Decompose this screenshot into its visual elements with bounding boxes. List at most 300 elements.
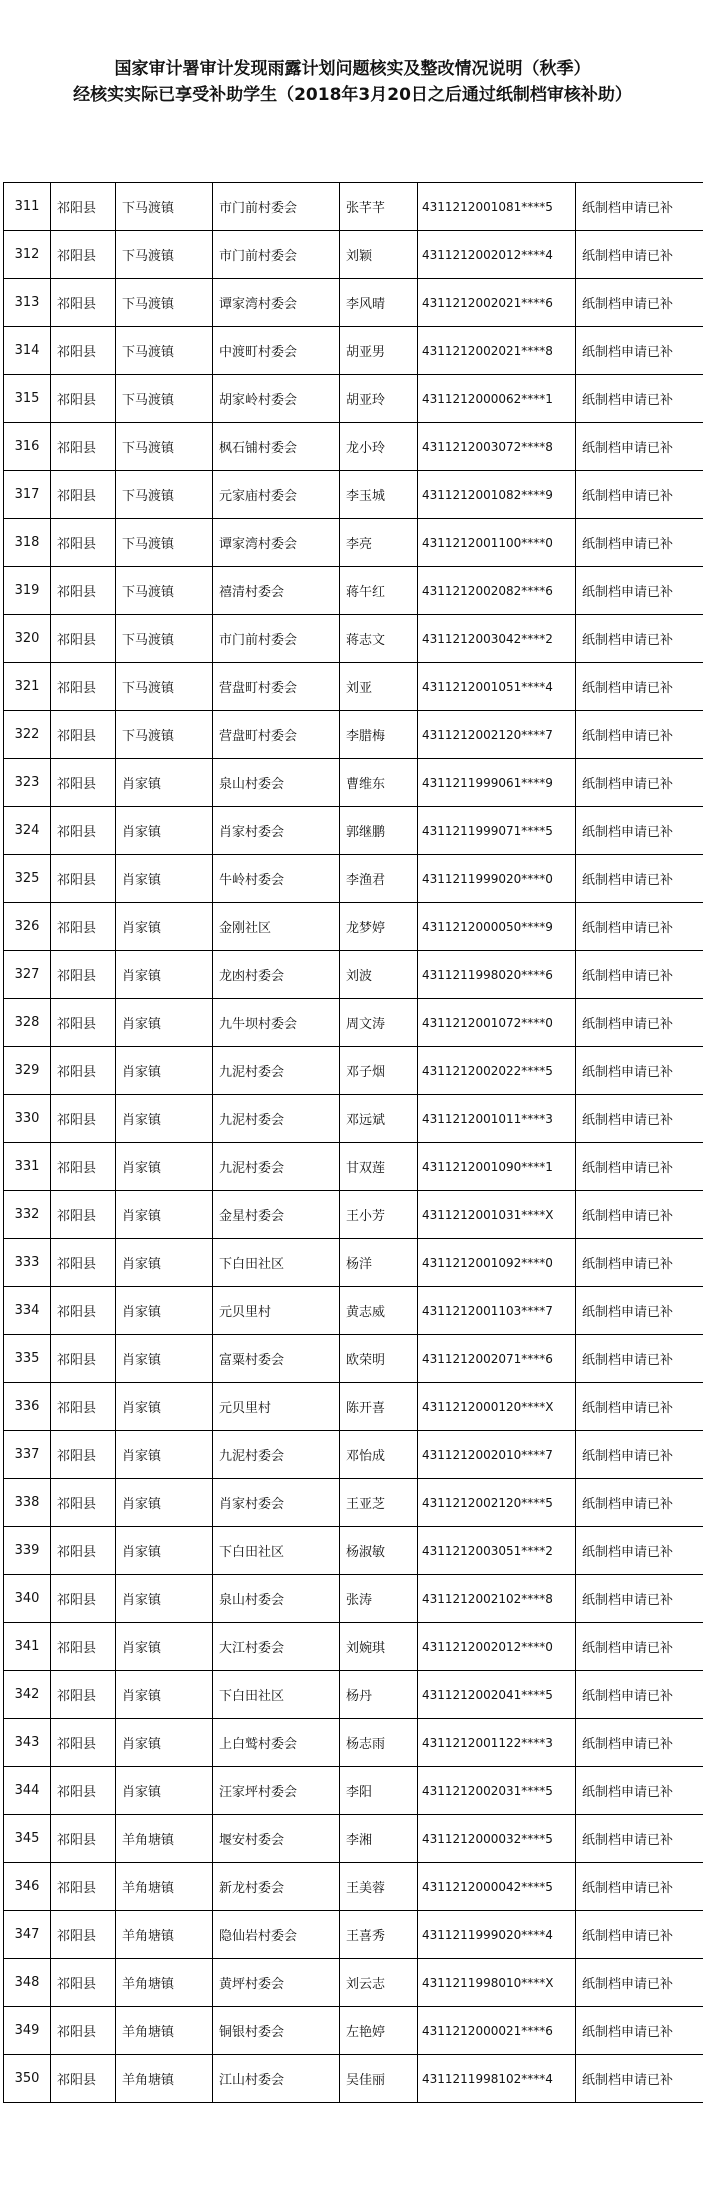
county-cell: 祁阳县 bbox=[51, 423, 116, 471]
id-number-cell: 4311212001103****7 bbox=[418, 1287, 576, 1335]
id-number-cell: 4311212001092****0 bbox=[418, 1239, 576, 1287]
county-cell: 祁阳县 bbox=[51, 1527, 116, 1575]
town-cell: 肖家镇 bbox=[116, 1191, 213, 1239]
village-cell: 下白田社区 bbox=[213, 1527, 340, 1575]
town-cell: 下马渡镇 bbox=[116, 471, 213, 519]
county-cell: 祁阳县 bbox=[51, 1143, 116, 1191]
student-name-cell: 陈开喜 bbox=[340, 1383, 418, 1431]
id-number-cell: 4311212001082****9 bbox=[418, 471, 576, 519]
table-row bbox=[4, 471, 704, 519]
table-row bbox=[4, 375, 704, 423]
town-cell: 肖家镇 bbox=[116, 1095, 213, 1143]
town-cell: 下马渡镇 bbox=[116, 615, 213, 663]
county-cell: 祁阳县 bbox=[51, 2055, 116, 2103]
village-cell: 谭家湾村委会 bbox=[213, 519, 340, 567]
status-cell: 纸制档申请已补 bbox=[576, 519, 704, 567]
id-number-cell: 4311212001072****0 bbox=[418, 999, 576, 1047]
county-cell: 祁阳县 bbox=[51, 903, 116, 951]
row-number: 339 bbox=[4, 1527, 51, 1575]
town-cell: 下马渡镇 bbox=[116, 327, 213, 375]
id-number-cell: 4311212002010****7 bbox=[418, 1431, 576, 1479]
county-cell: 祁阳县 bbox=[51, 1047, 116, 1095]
student-name-cell: 王亚芝 bbox=[340, 1479, 418, 1527]
student-name-cell: 甘双莲 bbox=[340, 1143, 418, 1191]
village-cell: 九泥村委会 bbox=[213, 1095, 340, 1143]
table-row bbox=[4, 711, 704, 759]
table-row bbox=[4, 1143, 704, 1191]
status-cell: 纸制档申请已补 bbox=[576, 1191, 704, 1239]
student-name-cell: 龙小玲 bbox=[340, 423, 418, 471]
status-cell: 纸制档申请已补 bbox=[576, 375, 704, 423]
id-number-cell: 4311211998020****6 bbox=[418, 951, 576, 999]
row-number: 322 bbox=[4, 711, 51, 759]
town-cell: 肖家镇 bbox=[116, 1287, 213, 1335]
town-cell: 肖家镇 bbox=[116, 807, 213, 855]
status-cell: 纸制档申请已补 bbox=[576, 999, 704, 1047]
row-number: 334 bbox=[4, 1287, 51, 1335]
id-number-cell: 4311211998102****4 bbox=[418, 2055, 576, 2103]
status-cell: 纸制档申请已补 bbox=[576, 279, 704, 327]
id-number-cell: 4311212001031****X bbox=[418, 1191, 576, 1239]
town-cell: 肖家镇 bbox=[116, 855, 213, 903]
town-cell: 肖家镇 bbox=[116, 759, 213, 807]
row-number: 331 bbox=[4, 1143, 51, 1191]
village-cell: 元贝里村 bbox=[213, 1383, 340, 1431]
county-cell: 祁阳县 bbox=[51, 327, 116, 375]
town-cell: 羊角塘镇 bbox=[116, 1815, 213, 1863]
county-cell: 祁阳县 bbox=[51, 1239, 116, 1287]
row-number: 338 bbox=[4, 1479, 51, 1527]
county-cell: 祁阳县 bbox=[51, 711, 116, 759]
student-name-cell: 吴佳丽 bbox=[340, 2055, 418, 2103]
county-cell: 祁阳县 bbox=[51, 1959, 116, 2007]
student-name-cell: 李湘 bbox=[340, 1815, 418, 1863]
county-cell: 祁阳县 bbox=[51, 951, 116, 999]
town-cell: 肖家镇 bbox=[116, 1479, 213, 1527]
id-number-cell: 4311212002021****8 bbox=[418, 327, 576, 375]
town-cell: 肖家镇 bbox=[116, 951, 213, 999]
status-cell: 纸制档申请已补 bbox=[576, 615, 704, 663]
table-row bbox=[4, 2055, 704, 2103]
status-cell: 纸制档申请已补 bbox=[576, 903, 704, 951]
table-row bbox=[4, 1047, 704, 1095]
town-cell: 下马渡镇 bbox=[116, 567, 213, 615]
row-number: 318 bbox=[4, 519, 51, 567]
village-cell: 龙凼村委会 bbox=[213, 951, 340, 999]
table-row bbox=[4, 567, 704, 615]
village-cell: 营盘町村委会 bbox=[213, 663, 340, 711]
county-cell: 祁阳县 bbox=[51, 1911, 116, 1959]
status-cell: 纸制档申请已补 bbox=[576, 855, 704, 903]
student-name-cell: 杨丹 bbox=[340, 1671, 418, 1719]
status-cell: 纸制档申请已补 bbox=[576, 759, 704, 807]
village-cell: 大江村委会 bbox=[213, 1623, 340, 1671]
status-cell: 纸制档申请已补 bbox=[576, 1719, 704, 1767]
village-cell: 市门前村委会 bbox=[213, 615, 340, 663]
student-name-cell: 李亮 bbox=[340, 519, 418, 567]
student-name-cell: 龙梦婷 bbox=[340, 903, 418, 951]
table-row bbox=[4, 1431, 704, 1479]
student-name-cell: 王美蓉 bbox=[340, 1863, 418, 1911]
id-number-cell: 4311212000050****9 bbox=[418, 903, 576, 951]
status-cell: 纸制档申请已补 bbox=[576, 1575, 704, 1623]
row-number: 323 bbox=[4, 759, 51, 807]
id-number-cell: 4311212002120****5 bbox=[418, 1479, 576, 1527]
county-cell: 祁阳县 bbox=[51, 1719, 116, 1767]
town-cell: 肖家镇 bbox=[116, 1143, 213, 1191]
student-table bbox=[3, 182, 703, 2103]
village-cell: 元家庙村委会 bbox=[213, 471, 340, 519]
town-cell: 肖家镇 bbox=[116, 1719, 213, 1767]
status-cell: 纸制档申请已补 bbox=[576, 1335, 704, 1383]
village-cell: 铜银村委会 bbox=[213, 2007, 340, 2055]
table-row bbox=[4, 999, 704, 1047]
document-title: 国家审计署审计发现雨露计划问题核实及整改情况说明（秋季） bbox=[114, 59, 591, 79]
student-name-cell: 杨淑敏 bbox=[340, 1527, 418, 1575]
table-row bbox=[4, 1767, 704, 1815]
town-cell: 肖家镇 bbox=[116, 1383, 213, 1431]
row-number: 317 bbox=[4, 471, 51, 519]
county-cell: 祁阳县 bbox=[51, 279, 116, 327]
id-number-cell: 4311212001011****3 bbox=[418, 1095, 576, 1143]
table-row bbox=[4, 1527, 704, 1575]
village-cell: 肖家村委会 bbox=[213, 1479, 340, 1527]
table-row bbox=[4, 1719, 704, 1767]
student-name-cell: 邓远斌 bbox=[340, 1095, 418, 1143]
village-cell: 江山村委会 bbox=[213, 2055, 340, 2103]
county-cell: 祁阳县 bbox=[51, 1623, 116, 1671]
town-cell: 肖家镇 bbox=[116, 1575, 213, 1623]
student-name-cell: 杨志雨 bbox=[340, 1719, 418, 1767]
status-cell: 纸制档申请已补 bbox=[576, 1815, 704, 1863]
row-number: 314 bbox=[4, 327, 51, 375]
id-number-cell: 4311212002082****6 bbox=[418, 567, 576, 615]
table-row bbox=[4, 951, 704, 999]
id-number-cell: 4311212002021****6 bbox=[418, 279, 576, 327]
id-number-cell: 4311211998010****X bbox=[418, 1959, 576, 2007]
town-cell: 肖家镇 bbox=[116, 1431, 213, 1479]
id-number-cell: 4311212001090****1 bbox=[418, 1143, 576, 1191]
town-cell: 羊角塘镇 bbox=[116, 1959, 213, 2007]
village-cell: 金刚社区 bbox=[213, 903, 340, 951]
row-number: 326 bbox=[4, 903, 51, 951]
row-number: 341 bbox=[4, 1623, 51, 1671]
town-cell: 肖家镇 bbox=[116, 1671, 213, 1719]
document-subtitle: 经核实实际已享受补助学生（2018年3月20日之后通过纸制档审核补助） bbox=[73, 85, 632, 105]
table-row bbox=[4, 1479, 704, 1527]
status-cell: 纸制档申请已补 bbox=[576, 1623, 704, 1671]
town-cell: 肖家镇 bbox=[116, 1335, 213, 1383]
status-cell: 纸制档申请已补 bbox=[576, 1239, 704, 1287]
table-row bbox=[4, 231, 704, 279]
student-name-cell: 杨洋 bbox=[340, 1239, 418, 1287]
table-row bbox=[4, 663, 704, 711]
row-number: 342 bbox=[4, 1671, 51, 1719]
student-name-cell: 刘婉琪 bbox=[340, 1623, 418, 1671]
id-number-cell: 4311212002012****4 bbox=[418, 231, 576, 279]
status-cell: 纸制档申请已补 bbox=[576, 2055, 704, 2103]
status-cell: 纸制档申请已补 bbox=[576, 1143, 704, 1191]
county-cell: 祁阳县 bbox=[51, 1479, 116, 1527]
id-number-cell: 4311211999061****9 bbox=[418, 759, 576, 807]
status-cell: 纸制档申请已补 bbox=[576, 1479, 704, 1527]
row-number: 346 bbox=[4, 1863, 51, 1911]
village-cell: 九牛坝村委会 bbox=[213, 999, 340, 1047]
id-number-cell: 4311212002012****0 bbox=[418, 1623, 576, 1671]
student-name-cell: 张涛 bbox=[340, 1575, 418, 1623]
student-name-cell: 刘亚 bbox=[340, 663, 418, 711]
village-cell: 泉山村委会 bbox=[213, 1575, 340, 1623]
student-name-cell: 刘颖 bbox=[340, 231, 418, 279]
table-row bbox=[4, 2007, 704, 2055]
status-cell: 纸制档申请已补 bbox=[576, 1095, 704, 1143]
town-cell: 下马渡镇 bbox=[116, 279, 213, 327]
village-cell: 牛岭村委会 bbox=[213, 855, 340, 903]
student-name-cell: 李风晴 bbox=[340, 279, 418, 327]
row-number: 312 bbox=[4, 231, 51, 279]
student-name-cell: 刘云志 bbox=[340, 1959, 418, 2007]
table-row bbox=[4, 327, 704, 375]
table-row bbox=[4, 903, 704, 951]
table-row bbox=[4, 807, 704, 855]
table-row bbox=[4, 1671, 704, 1719]
town-cell: 下马渡镇 bbox=[116, 519, 213, 567]
status-cell: 纸制档申请已补 bbox=[576, 1671, 704, 1719]
id-number-cell: 4311212001100****0 bbox=[418, 519, 576, 567]
row-number: 315 bbox=[4, 375, 51, 423]
village-cell: 富粟村委会 bbox=[213, 1335, 340, 1383]
student-name-cell: 邓怡成 bbox=[340, 1431, 418, 1479]
id-number-cell: 4311212002041****5 bbox=[418, 1671, 576, 1719]
row-number: 324 bbox=[4, 807, 51, 855]
row-number: 345 bbox=[4, 1815, 51, 1863]
county-cell: 祁阳县 bbox=[51, 2007, 116, 2055]
county-cell: 祁阳县 bbox=[51, 1863, 116, 1911]
id-number-cell: 4311212000032****5 bbox=[418, 1815, 576, 1863]
county-cell: 祁阳县 bbox=[51, 1671, 116, 1719]
village-cell: 胡家岭村委会 bbox=[213, 375, 340, 423]
student-name-cell: 胡亚玲 bbox=[340, 375, 418, 423]
student-name-cell: 王喜秀 bbox=[340, 1911, 418, 1959]
county-cell: 祁阳县 bbox=[51, 1815, 116, 1863]
student-name-cell: 欧荣明 bbox=[340, 1335, 418, 1383]
county-cell: 祁阳县 bbox=[51, 663, 116, 711]
table-row bbox=[4, 615, 704, 663]
row-number: 316 bbox=[4, 423, 51, 471]
row-number: 347 bbox=[4, 1911, 51, 1959]
village-cell: 隐仙岩村委会 bbox=[213, 1911, 340, 1959]
town-cell: 下马渡镇 bbox=[116, 375, 213, 423]
row-number: 340 bbox=[4, 1575, 51, 1623]
row-number: 313 bbox=[4, 279, 51, 327]
id-number-cell: 4311212002031****5 bbox=[418, 1767, 576, 1815]
county-cell: 祁阳县 bbox=[51, 1767, 116, 1815]
status-cell: 纸制档申请已补 bbox=[576, 1287, 704, 1335]
village-cell: 市门前村委会 bbox=[213, 231, 340, 279]
village-cell: 上白鹫村委会 bbox=[213, 1719, 340, 1767]
id-number-cell: 4311212002022****5 bbox=[418, 1047, 576, 1095]
status-cell: 纸制档申请已补 bbox=[576, 1527, 704, 1575]
row-number: 319 bbox=[4, 567, 51, 615]
table-row bbox=[4, 1239, 704, 1287]
row-number: 333 bbox=[4, 1239, 51, 1287]
town-cell: 肖家镇 bbox=[116, 999, 213, 1047]
table-row bbox=[4, 279, 704, 327]
town-cell: 下马渡镇 bbox=[116, 663, 213, 711]
student-name-cell: 周文涛 bbox=[340, 999, 418, 1047]
student-name-cell: 李玉城 bbox=[340, 471, 418, 519]
row-number: 332 bbox=[4, 1191, 51, 1239]
student-name-cell: 蒋志文 bbox=[340, 615, 418, 663]
village-cell: 元贝里村 bbox=[213, 1287, 340, 1335]
county-cell: 祁阳县 bbox=[51, 1095, 116, 1143]
status-cell: 纸制档申请已补 bbox=[576, 951, 704, 999]
county-cell: 祁阳县 bbox=[51, 471, 116, 519]
table-row bbox=[4, 1911, 704, 1959]
county-cell: 祁阳县 bbox=[51, 1191, 116, 1239]
status-cell: 纸制档申请已补 bbox=[576, 807, 704, 855]
village-cell: 肖家村委会 bbox=[213, 807, 340, 855]
id-number-cell: 4311211999020****4 bbox=[418, 1911, 576, 1959]
status-cell: 纸制档申请已补 bbox=[576, 423, 704, 471]
county-cell: 祁阳县 bbox=[51, 759, 116, 807]
town-cell: 羊角塘镇 bbox=[116, 1863, 213, 1911]
student-name-cell: 曹维东 bbox=[340, 759, 418, 807]
county-cell: 祁阳县 bbox=[51, 855, 116, 903]
student-name-cell: 黄志威 bbox=[340, 1287, 418, 1335]
county-cell: 祁阳县 bbox=[51, 375, 116, 423]
status-cell: 纸制档申请已补 bbox=[576, 2007, 704, 2055]
village-cell: 九泥村委会 bbox=[213, 1431, 340, 1479]
table-row bbox=[4, 1095, 704, 1143]
county-cell: 祁阳县 bbox=[51, 1575, 116, 1623]
county-cell: 祁阳县 bbox=[51, 1431, 116, 1479]
student-name-cell: 李腊梅 bbox=[340, 711, 418, 759]
village-cell: 下白田社区 bbox=[213, 1239, 340, 1287]
id-number-cell: 4311212002120****7 bbox=[418, 711, 576, 759]
row-number: 335 bbox=[4, 1335, 51, 1383]
student-name-cell: 蒋午红 bbox=[340, 567, 418, 615]
id-number-cell: 4311211999020****0 bbox=[418, 855, 576, 903]
status-cell: 纸制档申请已补 bbox=[576, 1383, 704, 1431]
town-cell: 羊角塘镇 bbox=[116, 2055, 213, 2103]
student-name-cell: 李阳 bbox=[340, 1767, 418, 1815]
row-number: 344 bbox=[4, 1767, 51, 1815]
status-cell: 纸制档申请已补 bbox=[576, 663, 704, 711]
id-number-cell: 4311212000120****X bbox=[418, 1383, 576, 1431]
county-cell: 祁阳县 bbox=[51, 183, 116, 231]
student-name-cell: 刘波 bbox=[340, 951, 418, 999]
student-name-cell: 郭继鹏 bbox=[340, 807, 418, 855]
town-cell: 肖家镇 bbox=[116, 1623, 213, 1671]
id-number-cell: 4311212000021****6 bbox=[418, 2007, 576, 2055]
county-cell: 祁阳县 bbox=[51, 615, 116, 663]
town-cell: 肖家镇 bbox=[116, 1239, 213, 1287]
table-row bbox=[4, 1815, 704, 1863]
town-cell: 肖家镇 bbox=[116, 1767, 213, 1815]
table-row bbox=[4, 1287, 704, 1335]
student-table-container bbox=[3, 182, 703, 2188]
document-header bbox=[0, 56, 705, 108]
village-cell: 泉山村委会 bbox=[213, 759, 340, 807]
row-number: 320 bbox=[4, 615, 51, 663]
row-number: 350 bbox=[4, 2055, 51, 2103]
row-number: 311 bbox=[4, 183, 51, 231]
id-number-cell: 4311212003051****2 bbox=[418, 1527, 576, 1575]
village-cell: 黄坪村委会 bbox=[213, 1959, 340, 2007]
table-row bbox=[4, 183, 704, 231]
table-row bbox=[4, 1575, 704, 1623]
table-row bbox=[4, 1335, 704, 1383]
student-table-body bbox=[4, 183, 704, 2103]
status-cell: 纸制档申请已补 bbox=[576, 1959, 704, 2007]
row-number: 336 bbox=[4, 1383, 51, 1431]
county-cell: 祁阳县 bbox=[51, 1383, 116, 1431]
village-cell: 下白田社区 bbox=[213, 1671, 340, 1719]
town-cell: 下马渡镇 bbox=[116, 423, 213, 471]
table-row bbox=[4, 759, 704, 807]
student-name-cell: 李渔君 bbox=[340, 855, 418, 903]
town-cell: 肖家镇 bbox=[116, 903, 213, 951]
town-cell: 肖家镇 bbox=[116, 1047, 213, 1095]
status-cell: 纸制档申请已补 bbox=[576, 711, 704, 759]
county-cell: 祁阳县 bbox=[51, 519, 116, 567]
table-row bbox=[4, 1191, 704, 1239]
village-cell: 中渡町村委会 bbox=[213, 327, 340, 375]
town-cell: 下马渡镇 bbox=[116, 711, 213, 759]
row-number: 325 bbox=[4, 855, 51, 903]
table-row bbox=[4, 1863, 704, 1911]
row-number: 327 bbox=[4, 951, 51, 999]
id-number-cell: 4311212003072****8 bbox=[418, 423, 576, 471]
row-number: 343 bbox=[4, 1719, 51, 1767]
id-number-cell: 4311212000042****5 bbox=[418, 1863, 576, 1911]
row-number: 328 bbox=[4, 999, 51, 1047]
id-number-cell: 4311212003042****2 bbox=[418, 615, 576, 663]
village-cell: 九泥村委会 bbox=[213, 1143, 340, 1191]
county-cell: 祁阳县 bbox=[51, 807, 116, 855]
village-cell: 新龙村委会 bbox=[213, 1863, 340, 1911]
village-cell: 金星村委会 bbox=[213, 1191, 340, 1239]
table-row bbox=[4, 423, 704, 471]
status-cell: 纸制档申请已补 bbox=[576, 567, 704, 615]
row-number: 329 bbox=[4, 1047, 51, 1095]
village-cell: 枫石铺村委会 bbox=[213, 423, 340, 471]
row-number: 349 bbox=[4, 2007, 51, 2055]
student-name-cell: 邓子烟 bbox=[340, 1047, 418, 1095]
status-cell: 纸制档申请已补 bbox=[576, 1431, 704, 1479]
county-cell: 祁阳县 bbox=[51, 999, 116, 1047]
town-cell: 下马渡镇 bbox=[116, 183, 213, 231]
village-cell: 汪家坪村委会 bbox=[213, 1767, 340, 1815]
county-cell: 祁阳县 bbox=[51, 567, 116, 615]
row-number: 337 bbox=[4, 1431, 51, 1479]
id-number-cell: 4311212001122****3 bbox=[418, 1719, 576, 1767]
status-cell: 纸制档申请已补 bbox=[576, 471, 704, 519]
status-cell: 纸制档申请已补 bbox=[576, 231, 704, 279]
table-row bbox=[4, 1959, 704, 2007]
id-number-cell: 4311212000062****1 bbox=[418, 375, 576, 423]
status-cell: 纸制档申请已补 bbox=[576, 1047, 704, 1095]
row-number: 330 bbox=[4, 1095, 51, 1143]
town-cell: 肖家镇 bbox=[116, 1527, 213, 1575]
student-name-cell: 胡亚男 bbox=[340, 327, 418, 375]
id-number-cell: 4311212001051****4 bbox=[418, 663, 576, 711]
table-row bbox=[4, 1623, 704, 1671]
table-row bbox=[4, 519, 704, 567]
row-number: 348 bbox=[4, 1959, 51, 2007]
village-cell: 营盘町村委会 bbox=[213, 711, 340, 759]
